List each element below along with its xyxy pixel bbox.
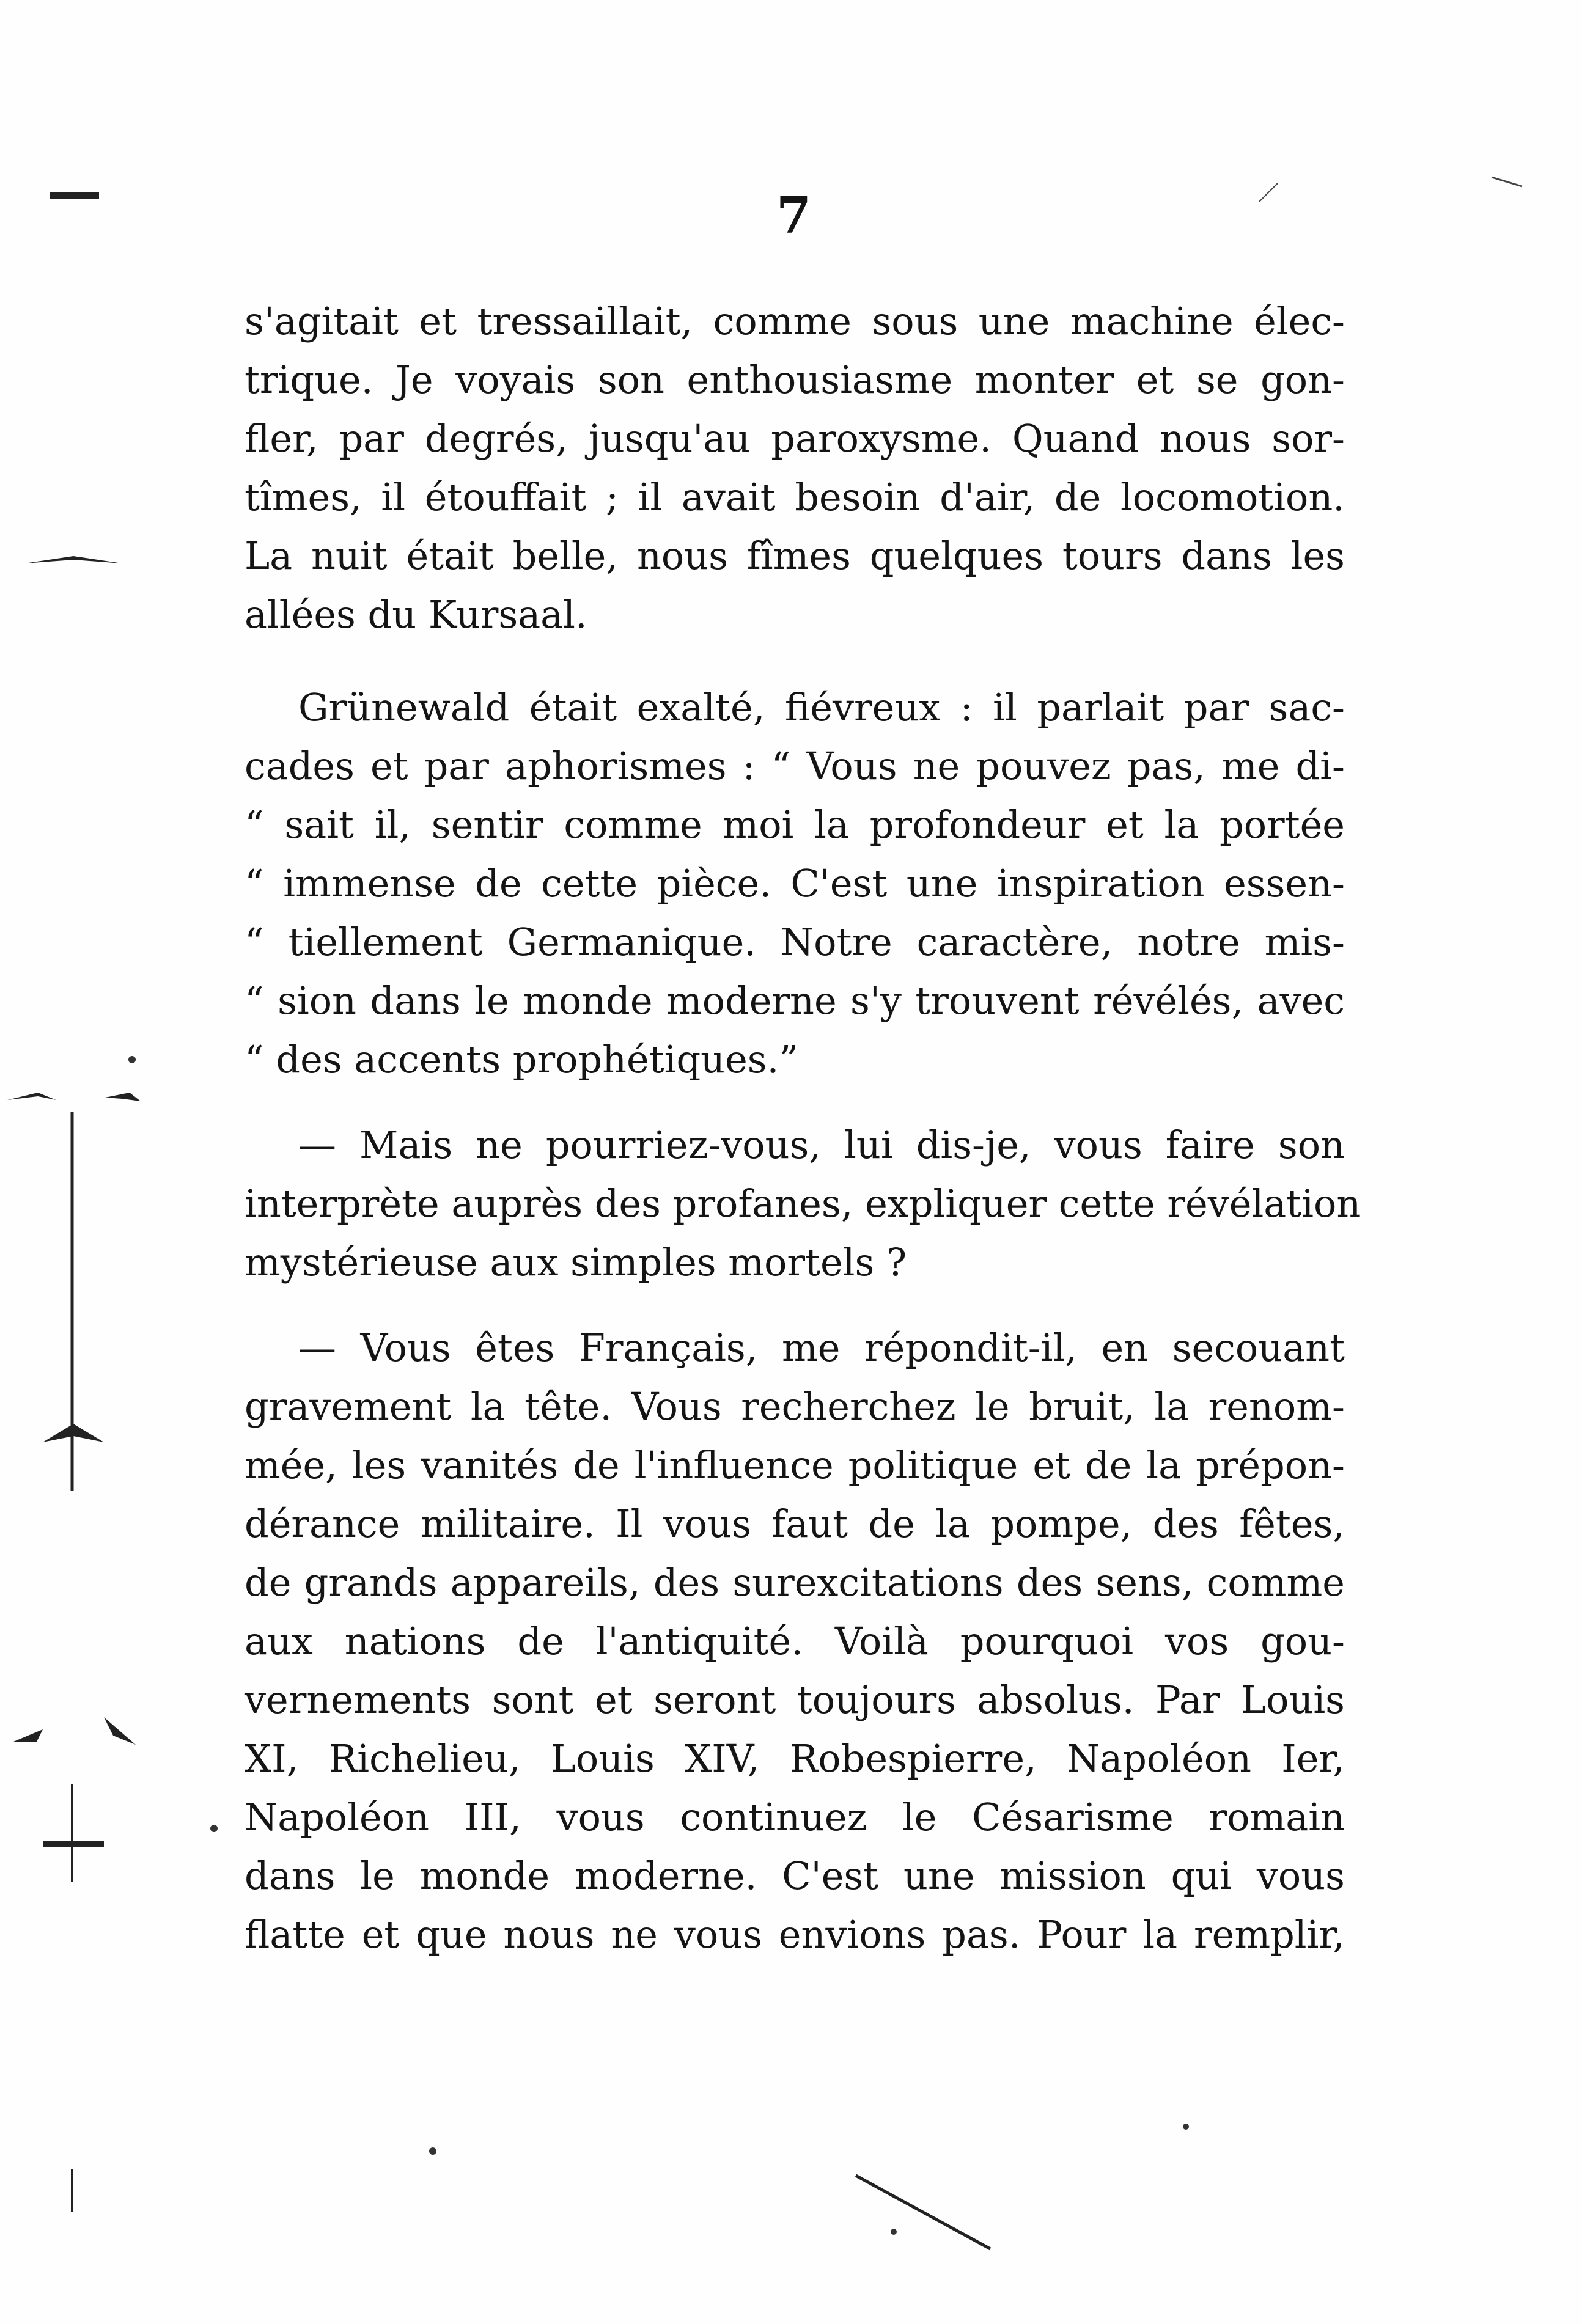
text-line: “ sion dans le monde moderne s'y trouvent révélés, avec xyxy=(245,978,1345,1023)
page-number: 7 xyxy=(776,186,812,245)
text-line: interprète auprès des profanes, expliquer cette révélation xyxy=(245,1181,1361,1226)
margin-mark xyxy=(7,1093,56,1100)
paragraph-2 xyxy=(245,678,1345,1089)
speck xyxy=(128,1056,136,1063)
margin-mark xyxy=(105,1093,141,1101)
speck xyxy=(429,2147,436,2155)
text-line: aux nations de l'antiquité. Voilà pourquoi vos gou- xyxy=(245,1619,1345,1663)
body-text xyxy=(245,292,1361,1964)
text-line: “ sait il, sentir comme moi la profondeur et la portée xyxy=(245,802,1345,847)
margin-mark xyxy=(50,192,99,199)
text-line: — Mais ne pourriez-vous, lui dis-je, vous faire son xyxy=(298,1123,1345,1167)
text-line: dérance militaire. Il vous faut de la pompe, des fêtes, xyxy=(245,1501,1345,1546)
margin-mark xyxy=(104,1717,136,1745)
speck xyxy=(891,2229,897,2235)
text-line: de grands appareils, des surexcitations des sens, comme xyxy=(245,1560,1345,1605)
text-line: vernements sont et seront toujours absolus. Par Louis xyxy=(245,1677,1345,1722)
margin-mark xyxy=(1492,177,1522,186)
text-line: Napoléon III, vous continuez le Césarisme romain xyxy=(245,1795,1345,1839)
text-line: trique. Je voyais son enthousiasme monter et se gon- xyxy=(245,357,1345,402)
paragraph-4 xyxy=(245,1319,1345,1964)
text-line: flatte et que nous ne vous envions pas. Pour la remplir, xyxy=(245,1912,1345,1957)
text-line: “ tiellement Germanique. Notre caractère, notre mis- xyxy=(245,920,1345,964)
text-line: fler, par degrés, jusqu'au paroxysme. Quand nous sor- xyxy=(245,416,1345,461)
text-line: XI, Richelieu, Louis XIV, Robespierre, Napoléon Ier, xyxy=(245,1736,1345,1781)
text-line: “ immense de cette pièce. C'est une inspiration essen- xyxy=(245,861,1345,906)
text-line: s'agitait et tressaillait, comme sous une machine élec- xyxy=(245,299,1345,343)
text-line: cades et par aphorismes : “ Vous ne pouvez pas, me di- xyxy=(245,744,1345,788)
text-line: tîmes, il étouffait ; il avait besoin d'air, de locomotion. xyxy=(245,475,1345,519)
text-line: mystérieuse aux simples mortels ? xyxy=(245,1240,907,1285)
paragraph-1 xyxy=(245,292,1345,644)
text-line: gravement la tête. Vous recherchez le bruit, la renom- xyxy=(245,1384,1345,1429)
text-line: “ des accents prophétiques.” xyxy=(245,1037,799,1082)
text-line: mée, les vanités de l'influence politique et de la prépon- xyxy=(245,1443,1345,1487)
speck xyxy=(1183,2124,1189,2130)
margin-mark xyxy=(13,1729,43,1742)
text-line: allées du Kursaal. xyxy=(245,592,587,637)
margin-mark xyxy=(1259,183,1278,202)
speck xyxy=(210,1825,218,1832)
margin-mark xyxy=(24,556,122,563)
stray-stroke xyxy=(856,2176,990,2249)
text-line: — Vous êtes Français, me répondit-il, en secouant xyxy=(298,1325,1345,1370)
text-line: dans le monde moderne. C'est une mission qui vous xyxy=(245,1853,1345,1898)
paragraph-3 xyxy=(245,1116,1361,1292)
text-line: La nuit était belle, nous fîmes quelques tours dans les xyxy=(245,533,1345,578)
text-line: Grünewald était exalté, fiévreux : il parlait par sac- xyxy=(298,685,1345,730)
margin-mark xyxy=(43,1841,104,1847)
